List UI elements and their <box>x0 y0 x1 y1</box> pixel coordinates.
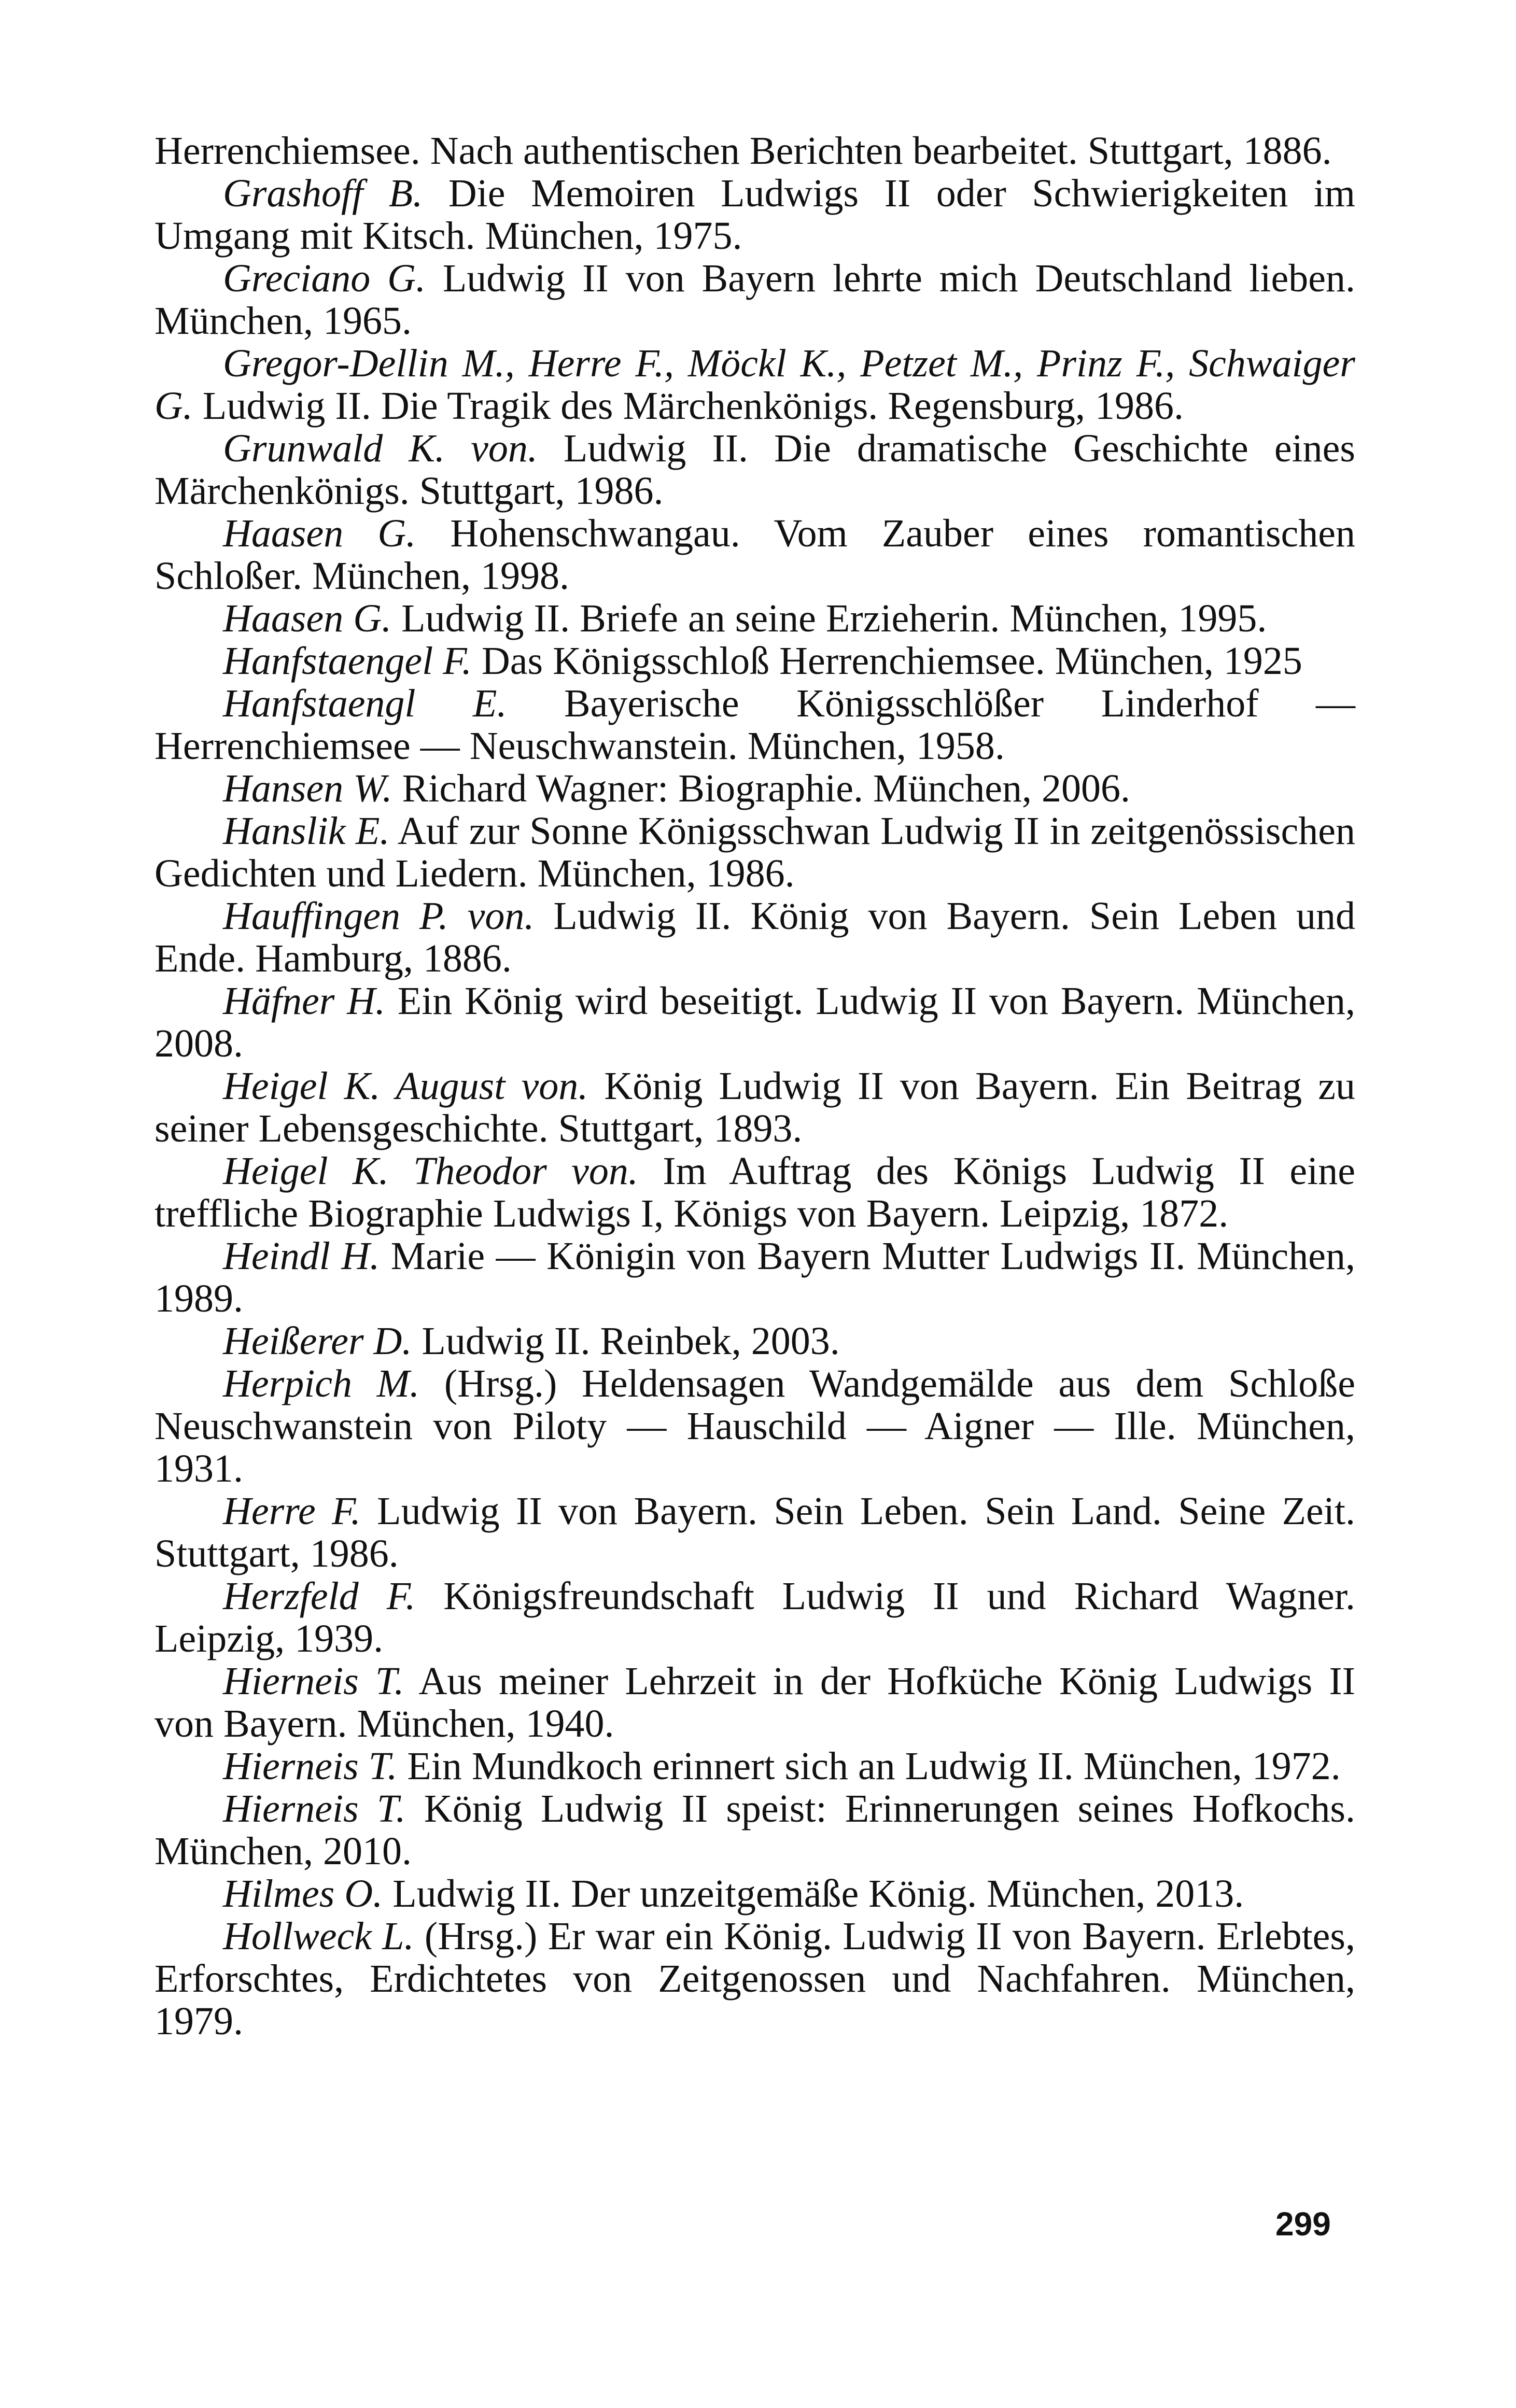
entry-text: König Ludwig II speist: Erinnerungen seines Hofkochs. München, 2010. <box>155 1787 1355 1873</box>
entry-text: Bayerische Königsschlößer Linderhof — Herrenchiemsee — Neuschwanstein. München, 1958. <box>155 682 1355 768</box>
entry-author: Hauffingen P. von. <box>223 894 535 938</box>
bibliography-list <box>155 130 1355 2043</box>
entry-author: Häfner H. <box>223 979 385 1023</box>
entry-text: Ludwig II von Bayern. Sein Leben. Sein Land. Seine Zeit. Stuttgart, 1986. <box>155 1489 1355 1575</box>
bibliography-entry <box>155 1787 1355 1872</box>
entry-text: Im Auftrag des Königs Ludwig II eine treffliche Biographie Ludwigs I, Königs von Bayern. Leipzig, 1872. <box>155 1149 1355 1235</box>
bibliography-entry <box>155 1150 1355 1235</box>
entry-author: Herpich M. <box>223 1362 420 1405</box>
entry-text: Ludwig II. Reinbek, 2003. <box>412 1319 840 1363</box>
entry-text: Das Königsschloß Herrenchiemsee. München, 1925 <box>471 639 1302 683</box>
bibliography-entry <box>155 1575 1355 1660</box>
entry-text: Herrenchiemsee. Nach authentischen Berichten bearbeitet. Stuttgart, 1886. <box>155 129 1332 173</box>
bibliography-entry <box>155 895 1355 980</box>
entry-author: Heigel K. Theodor von. <box>223 1149 638 1193</box>
entry-text: (Hrsg.) Heldensagen Wandgemälde aus dem Schloße Neuschwanstein von Piloty — Hauschild — Aigner — Ille. München, 1931. <box>155 1362 1355 1490</box>
entry-author: Hanfstaengl E. <box>223 682 507 725</box>
entry-author: Hanfstaengel F. <box>223 639 472 683</box>
entry-author: Hilmes O. <box>223 1872 383 1916</box>
bibliography-entry <box>155 1660 1355 1745</box>
entry-author: Hanslik E. <box>223 809 390 853</box>
entry-author: Hollweck L. <box>223 1914 414 1958</box>
bibliography-entry <box>155 682 1355 767</box>
bibliography-entry <box>155 1872 1355 1915</box>
entry-text: Auf zur Sonne Königsschwan Ludwig II in zeitgenössischen Gedichten und Liedern. München, 1986. <box>155 809 1355 895</box>
entry-author: Herzfeld F. <box>223 1574 416 1618</box>
bibliography-entry <box>155 1915 1355 2043</box>
entry-text: Ludwig II. Briefe an seine Erzieherin. München, 1995. <box>391 597 1267 640</box>
entry-author: Hierneis T. <box>223 1744 398 1788</box>
bibliography-entry <box>155 1320 1355 1362</box>
entry-text: Ein Mundkoch erinnert sich an Ludwig II. München, 1972. <box>397 1744 1341 1788</box>
entry-text: Ludwig II von Bayern lehrte mich Deutschland lieben. München, 1965. <box>155 257 1355 343</box>
entry-text: Ludwig II. Die Tragik des Märchenkönigs. Regensburg, 1986. <box>192 384 1184 428</box>
entry-text: Marie — Königin von Bayern Mutter Ludwigs II. München, 1989. <box>155 1234 1355 1320</box>
page-number: 299 <box>1275 2205 1331 2243</box>
entry-text: Hohenschwangau. Vom Zauber eines romantischen Schloßer. München, 1998. <box>155 512 1355 598</box>
bibliography-entry <box>155 1362 1355 1490</box>
entry-text: Richard Wagner: Biographie. München, 2006. <box>392 767 1131 810</box>
bibliography-entry <box>155 427 1355 512</box>
bibliography-entry <box>155 1065 1355 1150</box>
entry-text: Königsfreundschaft Ludwig II und Richard Wagner. Leipzig, 1939. <box>155 1574 1355 1660</box>
bibliography-entry <box>155 597 1355 640</box>
entry-author: Hansen W. <box>223 767 392 810</box>
entry-author: Herre F. <box>223 1489 361 1533</box>
entry-author: Haasen G. <box>223 512 416 555</box>
entry-text: (Hrsg.) Er war ein König. Ludwig II von Bayern. Erlebtes, Erforschtes, Erdichtetes von Zeitgenossen und Nachfahren. München, 1979. <box>155 1914 1355 2043</box>
bibliography-entry <box>155 810 1355 895</box>
entry-text: Aus meiner Lehrzeit in der Hofküche König Ludwigs II von Bayern. München, 1940. <box>155 1659 1355 1745</box>
entry-text: Ludwig II. Die dramatische Geschichte eines Märchenkönigs. Stuttgart, 1986. <box>155 427 1355 513</box>
bibliography-entry <box>155 640 1355 682</box>
bibliography-entry <box>155 342 1355 427</box>
bibliography-entry <box>155 1745 1355 1787</box>
entry-author: Heigel K. August von. <box>223 1064 588 1108</box>
entry-author: Heißerer D. <box>223 1319 412 1363</box>
entry-author: Greciano G. <box>223 257 426 300</box>
bibliography-entry <box>155 1490 1355 1575</box>
entry-author: Heindl H. <box>223 1234 380 1278</box>
entry-author: Haasen G. <box>223 597 392 640</box>
bibliography-entry <box>155 980 1355 1065</box>
entry-text: Ludwig II. König von Bayern. Sein Leben und Ende. Hamburg, 1886. <box>155 894 1355 980</box>
bibliography-entry <box>155 257 1355 342</box>
entry-text: König Ludwig II von Bayern. Ein Beitrag zu seiner Lebensgeschichte. Stuttgart, 1893. <box>155 1064 1355 1150</box>
entry-author: Hierneis T. <box>223 1659 404 1703</box>
bibliography-entry <box>155 130 1355 172</box>
entry-author: Gregor-Dellin M., Herre F., Möckl K., Petzet M., Prinz F., Schwaiger G. <box>155 342 1355 428</box>
entry-author: Grunwald K. von. <box>223 427 538 470</box>
bibliography-entry <box>155 767 1355 810</box>
entry-author: Grashoff B. <box>223 172 423 215</box>
bibliography-entry <box>155 1235 1355 1320</box>
bibliography-entry <box>155 172 1355 257</box>
entry-text: Ein König wird beseitigt. Ludwig II von Bayern. München, 2008. <box>155 979 1355 1065</box>
entry-text: Ludwig II. Der unzeitgemäße König. München, 2013. <box>383 1872 1244 1916</box>
bibliography-entry <box>155 512 1355 597</box>
entry-author: Hierneis T. <box>223 1787 406 1830</box>
entry-text: Die Memoiren Ludwigs II oder Schwierigkeiten im Umgang mit Kitsch. München, 1975. <box>155 172 1355 258</box>
